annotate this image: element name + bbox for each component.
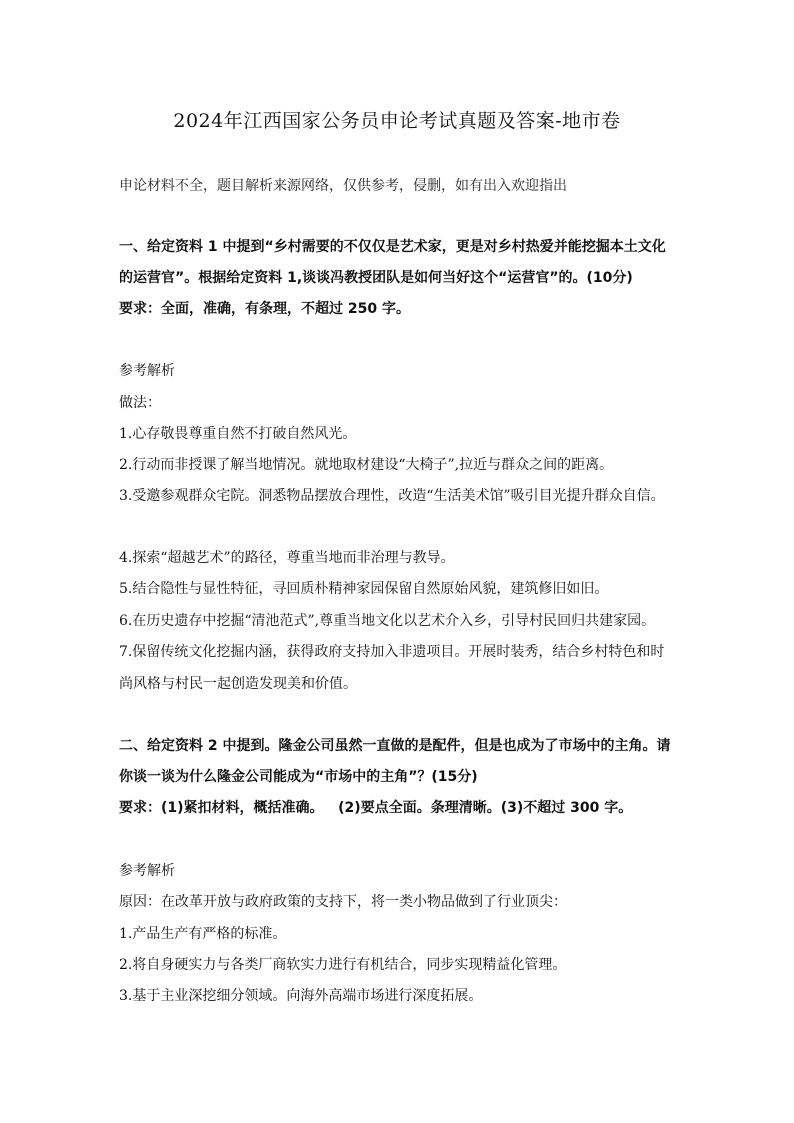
answer-1-item: 5.结合隐性与显性特征，寻回质朴精神家园保留自然原始风貌，建筑修旧如旧。 — [119, 581, 609, 597]
answer-2-item: 1.产品生产有严格的标准。 — [119, 926, 287, 942]
answer-2-item: 2.将自身硬实力与各类厂商软实力进行有机结合，同步实现精益化管理。 — [119, 957, 567, 973]
answer-2-item: 3.基于主业深挖细分领域。向海外高端市场进行深度拓展。 — [119, 988, 483, 1004]
document-title: 2024年江西国家公务员申论考试真题及答案-地市卷 — [173, 110, 621, 132]
answer-1-heading: 参考解析 — [119, 363, 175, 379]
question-1-line-2: 的运营官”。根据给定资料 1,谈谈冯教授团队是如何当好这个“运营官”的。(10分) — [119, 270, 633, 286]
question-2-requirement: 要求：(1)紧扣材料，概括准确。 (2)要点全面。条理清晰。(3)不超过 300 字。 — [119, 800, 633, 816]
answer-1-item: 4.探索“超越艺术”的路径，尊重当地而非治理与教导。 — [119, 550, 455, 566]
answer-1-item: 2.行动而非授课了解当地情况。就地取材建设“大椅子”,拉近与群众之间的距离。 — [119, 457, 614, 473]
question-2-line-2: 你谈一谈为什么隆金公司能成为“市场中的主角”？(15分) — [119, 769, 478, 785]
answer-1-item: 1.心存敬畏尊重自然不打破自然风光。 — [119, 426, 357, 442]
answer-1-item: 6.在历史遗存中挖掘“清池范式”,尊重当地文化以艺术介入乡，引导村民回归共建家园。 — [119, 613, 656, 629]
answer-2-heading: 参考解析 — [119, 863, 175, 879]
question-1-line-1: 一、给定资料 1 中提到“乡村需要的不仅仅是艺术家，更是对乡村热爱并能挖掘本土文化 — [119, 239, 666, 255]
question-1-requirement: 要求：全面，准确，有条理，不超过 250 字。 — [119, 301, 410, 317]
answer-2-intro: 原因：在改革开放与政府政策的支持下，将一类小物品做到了行业顶尖： — [119, 894, 567, 910]
answer-1-method-label: 做法： — [119, 395, 161, 411]
question-2-line-1: 二、给定资料 2 中提到。隆金公司虽然一直做的是配件，但是也成为了市场中的主角。请 — [119, 738, 671, 754]
disclaimer-notice: 申论材料不全，题目解析来源网络，仅供参考，侵删，如有出入欢迎指出 — [119, 178, 567, 194]
answer-1-item-continued: 尚风格与村民一起创造发现美和价值。 — [119, 676, 357, 692]
answer-1-item: 3.受邀参观群众宅院。洞悉物品摆放合理性，改造“生活美术馆”吸引目光提升群众自信。 — [119, 488, 665, 504]
answer-1-item: 7.保留传统文化挖掘内涵，获得政府支持加入非遗项目。开展时装秀，结合乡村特色和时 — [119, 644, 665, 660]
